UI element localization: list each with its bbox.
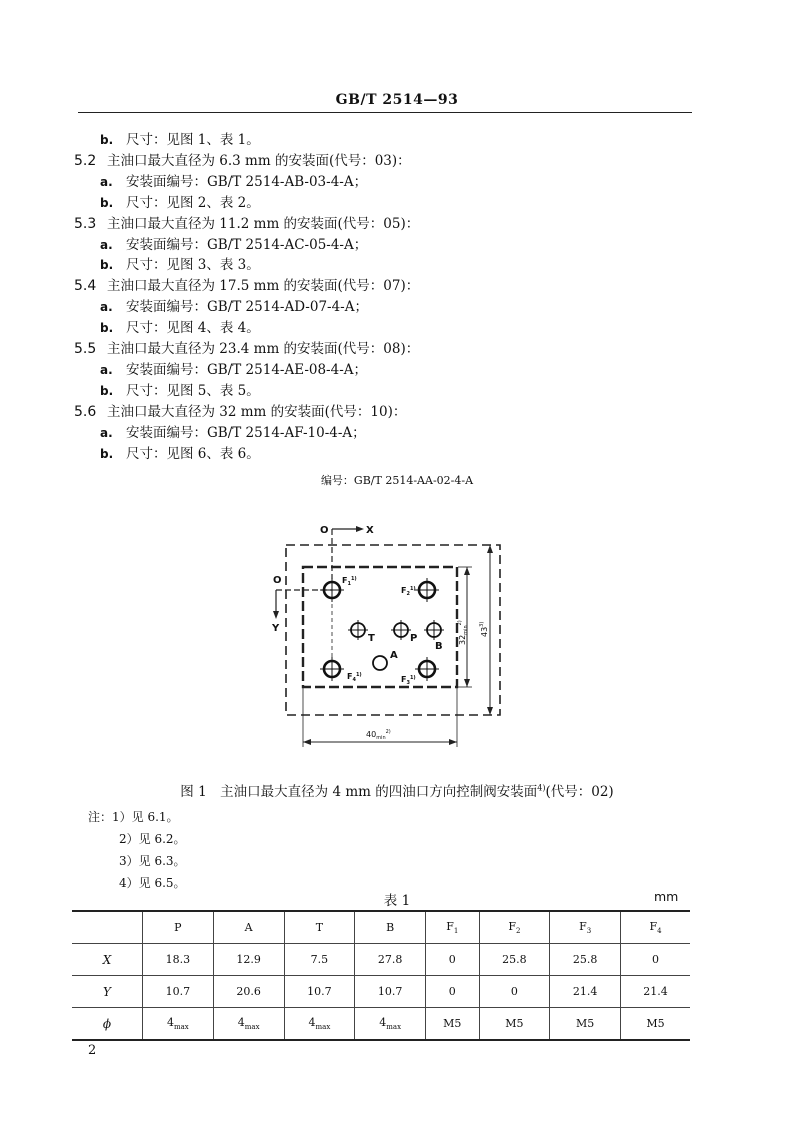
note-1: 注：1）见 6.1。: [88, 810, 179, 824]
dimension-table: [72, 910, 690, 1041]
header-rule: [78, 112, 692, 113]
table-cell: 21.4: [621, 976, 690, 1008]
table-cell: $4_{max}$: [355, 1008, 426, 1041]
table-row: [72, 1008, 690, 1041]
clause-item: [100, 442, 260, 462]
table-cell: 10.7: [143, 976, 214, 1008]
clause-heading: [74, 212, 419, 232]
item-label: a.: [100, 237, 113, 252]
origin-label-left: O: [273, 575, 282, 586]
clause-number: 5.2: [74, 152, 97, 169]
clause-heading: [74, 274, 419, 294]
table-header-cell: B: [355, 911, 426, 944]
table-cell: $4_{max}$: [284, 1008, 355, 1041]
table-cell: M5: [479, 1008, 550, 1041]
clause-text: 主油口最大直径为 23.4 mm 的安装面(代号：08)：: [107, 341, 420, 357]
f3-label: $F_3^{1)}$: [401, 675, 416, 686]
clause-item: [100, 128, 260, 148]
clause-item: [100, 421, 366, 441]
table-header-cell: $F_1$: [426, 911, 479, 944]
note-4: 4）见 6.5。: [119, 876, 186, 890]
f1-label: $F_1^{1)}$: [342, 576, 357, 587]
x-axis-label: X: [366, 525, 374, 536]
table-corner-cell: [72, 911, 143, 944]
table-cell: 10.7: [284, 976, 355, 1008]
clause-number: 5.3: [74, 215, 97, 232]
port-b-label: B: [435, 641, 443, 652]
port-p-label: P: [410, 633, 418, 644]
clause-text: 尺寸：见图 4、表 4。: [126, 320, 260, 337]
table-header-cell: $F_3$: [550, 911, 621, 944]
clause-number: 5.6: [74, 403, 97, 420]
table-caption: 表 1: [383, 893, 411, 909]
table-row-header: Y: [72, 976, 143, 1008]
clause-text: 尺寸：见图 2、表 2。: [126, 194, 260, 211]
table-header-row: [72, 911, 690, 944]
item-label: b.: [100, 195, 114, 210]
table-cell: 7.5: [284, 944, 355, 976]
table-row: [72, 976, 690, 1008]
clause-text: 尺寸：见图 1、表 1。: [126, 132, 260, 148]
table-header-cell: A: [213, 911, 284, 944]
note-3: 3）见 6.3。: [119, 854, 186, 868]
table-cell: $4_{max}$: [213, 1008, 284, 1041]
port-a: [373, 656, 387, 670]
table-row: [72, 944, 690, 976]
f2-label: $F_2^{1)}$: [401, 586, 416, 597]
table-cell: $4_{max}$: [143, 1008, 214, 1041]
item-label: a.: [100, 362, 113, 377]
table-header-cell: $F_2$: [479, 911, 550, 944]
table-header-cell: $F_4$: [621, 911, 690, 944]
clause-item: [100, 253, 260, 273]
clause-text: 主油口最大直径为 6.3 mm 的安装面(代号：03)：: [107, 152, 411, 169]
table-unit: mm: [654, 889, 679, 904]
clause-item: [100, 316, 260, 336]
clause-number: 5.4: [74, 278, 97, 295]
item-label: b.: [100, 133, 114, 147]
f4-label: $F_4^{1)}$: [347, 672, 362, 683]
clause-item: [100, 233, 367, 253]
clause-item: [100, 170, 367, 190]
mounting-surface-drawing: [260, 515, 520, 755]
clause-text: 安装面编号：GB/T 2514-AC-05-4-A；: [126, 236, 368, 253]
port-a-label: A: [390, 650, 398, 661]
table-row-header: ϕ: [72, 1008, 143, 1041]
table-cell: M5: [621, 1008, 690, 1041]
clause-text: 主油口最大直径为 32 mm 的安装面(代号：10)：: [107, 403, 407, 420]
drawing-number: 编号：GB/T 2514-AA-02-4-A: [320, 474, 474, 487]
dim-32-label: $32_{min}^{2)}$: [457, 620, 469, 645]
table-cell: 0: [621, 944, 690, 976]
table-cell: M5: [426, 1008, 479, 1041]
page-number: 2: [88, 1043, 97, 1058]
table-cell: 10.7: [355, 976, 426, 1008]
clause-text: 安装面编号：GB/T 2514-AF-10-4-A；: [126, 424, 366, 441]
clause-item: [100, 295, 368, 315]
clause-item: [100, 191, 260, 211]
figure-caption: 图 1 主油口最大直径为 4 mm 的四油口方向控制阀安装面$^{4)}$(代号：02): [180, 783, 614, 800]
table-cell: 0: [479, 976, 550, 1008]
item-label: a.: [100, 174, 113, 189]
clause-heading: [74, 337, 419, 357]
origin-label-top: O: [320, 525, 329, 536]
clause-text: 主油口最大直径为 11.2 mm 的安装面(代号：05)：: [107, 215, 420, 232]
clause-item: [100, 358, 367, 378]
item-label: b.: [100, 258, 114, 273]
port-t-label: T: [368, 633, 375, 644]
item-label: b.: [100, 383, 114, 398]
table-cell: 0: [426, 944, 479, 976]
page-header: GB/T 2514—93: [335, 92, 459, 108]
clause-text: 安装面编号：GB/T 2514-AD-07-4-A；: [126, 299, 368, 316]
table-cell: 18.3: [143, 944, 214, 976]
table-cell: 12.9: [213, 944, 284, 976]
table-cell: 20.6: [213, 976, 284, 1008]
clause-text: 尺寸：见图 6、表 6。: [126, 445, 260, 462]
clause-item: [100, 379, 260, 399]
item-label: a.: [100, 300, 113, 315]
table-header-cell: T: [284, 911, 355, 944]
clause-text: 尺寸：见图 3、表 3。: [126, 257, 260, 274]
table-header-cell: P: [143, 911, 214, 944]
dim-43-label: 43$^{3)}$: [479, 621, 489, 637]
table-cell: M5: [550, 1008, 621, 1041]
clause-text: 主油口最大直径为 17.5 mm 的安装面(代号：07)：: [107, 278, 420, 295]
clause-text: 安装面编号：GB/T 2514-AE-08-4-A；: [126, 361, 368, 378]
clause-heading: [74, 400, 406, 420]
note-2: 2）见 6.2。: [119, 832, 186, 846]
clause-number: 5.5: [74, 341, 97, 357]
table-row-header: X: [72, 944, 143, 976]
clause-heading: [74, 149, 411, 169]
dim-40-label: $40_{min}^{2)}$: [366, 729, 391, 741]
item-label: b.: [100, 446, 114, 461]
clause-text: 安装面编号：GB/T 2514-AB-03-4-A；: [126, 173, 368, 190]
table-cell: 21.4: [550, 976, 621, 1008]
y-axis-label: Y: [272, 623, 280, 634]
item-label: a.: [100, 425, 113, 440]
clause-text: 尺寸：见图 5、表 5。: [126, 382, 260, 399]
table-cell: 25.8: [479, 944, 550, 976]
table-cell: 0: [426, 976, 479, 1008]
table-cell: 25.8: [550, 944, 621, 976]
table-cell: 27.8: [355, 944, 426, 976]
item-label: b.: [100, 321, 114, 336]
